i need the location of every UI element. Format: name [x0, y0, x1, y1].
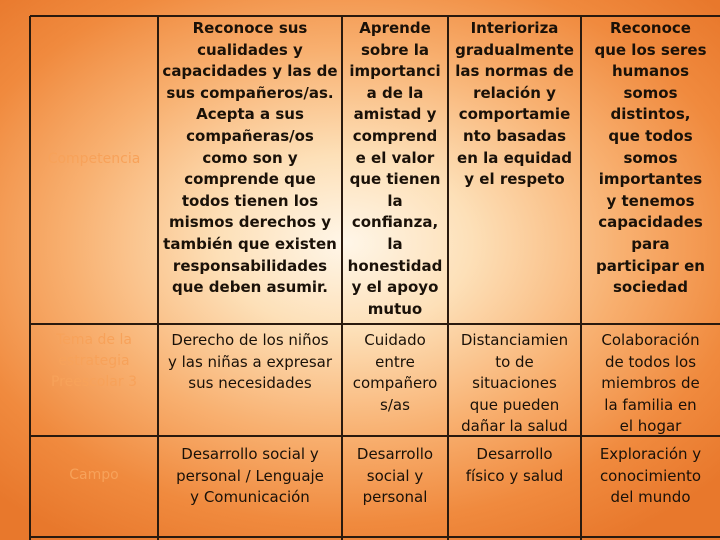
campo-cell-3: Desarrollo físico y salud [465, 445, 564, 485]
tema-cell-3: Distanciamien to de situaciones que pueden dañar la salud [460, 331, 569, 436]
row-header-competencia: Competencia [47, 151, 141, 167]
tema-cell-1: Derecho de los niños y las niñas a expresar sus necesidades [167, 331, 333, 393]
competencia-cell-2: Aprende sobre la importanci a de la amistad y comprend e el valor que tienen la confianza, la honestidad y el apoyo mutuo [347, 19, 443, 318]
row-header-tema: Tema de la estrategia Preescolar 3 [50, 332, 137, 390]
competencia-cell-3: Interioriza gradualmente las normas de relación y comportamie nto basadas en la equidad y el respeto [455, 19, 574, 189]
campo-cell-2: Desarrollo social y personal [356, 445, 434, 507]
competencia-cell-1: Reconoce sus cualidades y capacidades y las de sus compañeros/as. Acepta a sus compañeras/os como son y comprende que todos tienen los mismos derechos y también que existen responsabilidades que deben asumir. [162, 19, 338, 297]
competencia-cell-4: Reconoce que los seres humanos somos distintos, que todos somos importantes y tenemos capacidades para participar en sociedad [594, 19, 707, 297]
tema-cell-4: Colaboración de todos los miembros de la familia en el hogar [601, 331, 700, 436]
tema-cell-2: Cuidado entre compañero s/as [352, 331, 438, 414]
campo-cell-4: Exploración y conocimiento del mundo [599, 445, 702, 507]
campo-cell-1: Desarrollo social y personal / Lenguaje y Comunicación [176, 445, 324, 507]
row-header-campo: Campo [69, 467, 119, 483]
